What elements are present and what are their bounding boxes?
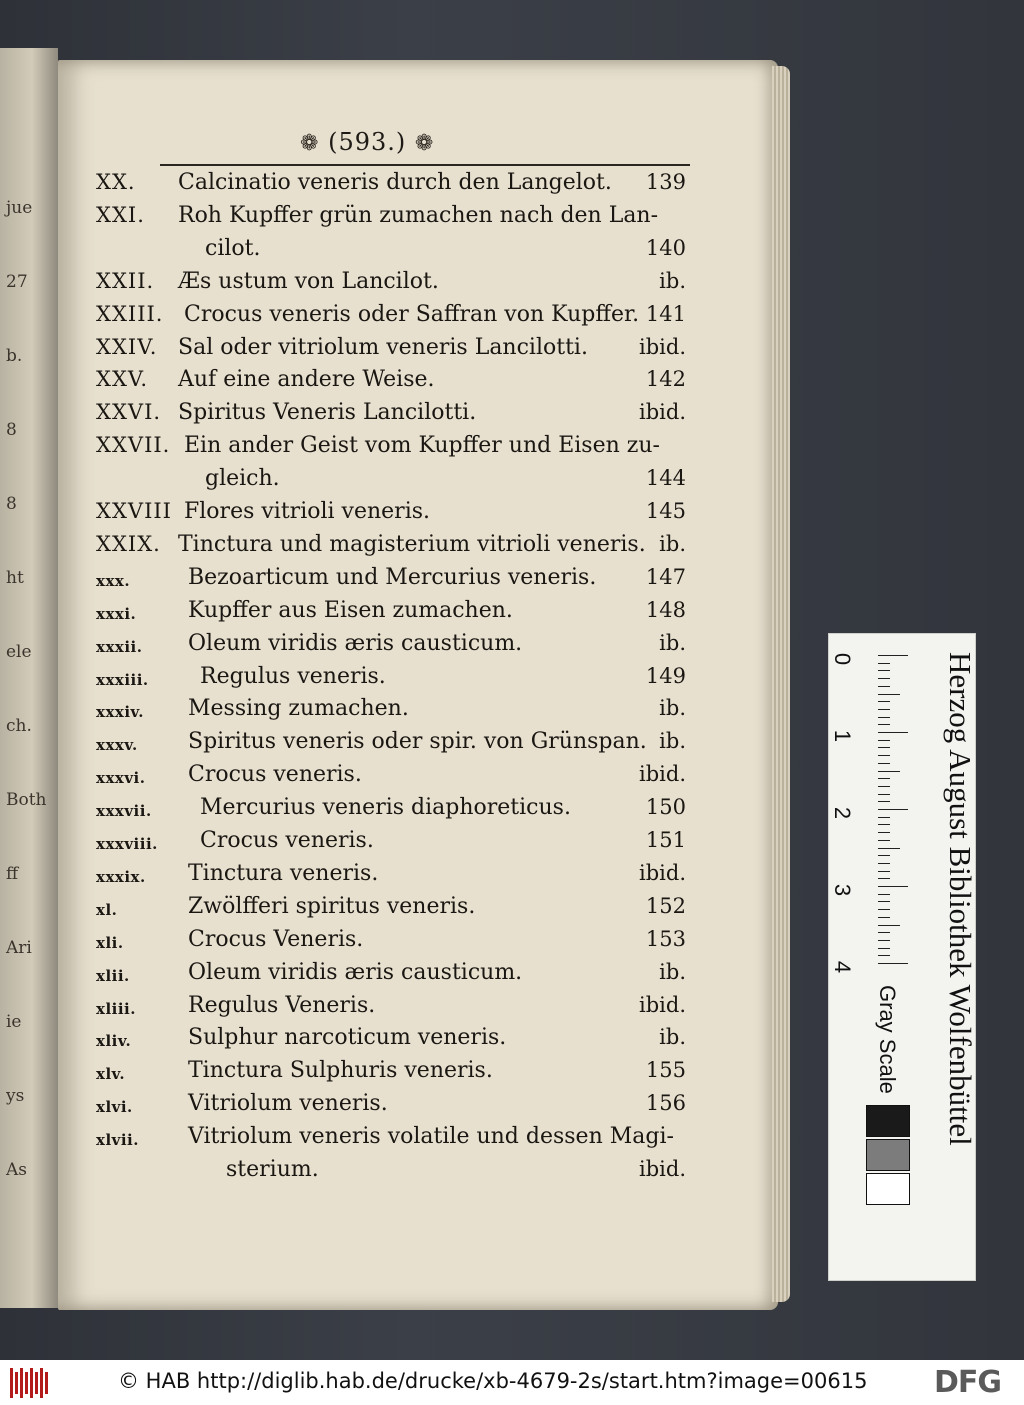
entry-title: Crocus Veneris.: [188, 927, 364, 952]
entry-page: ibid.: [639, 762, 686, 786]
entry-page: 145: [645, 499, 686, 523]
hab-logo-bar: [25, 1372, 28, 1394]
entry-page: 149: [645, 664, 686, 688]
ruler-tick: [878, 794, 890, 795]
copyright-link[interactable]: © HAB http://diglib.hab.de/drucke/xb-4679-2s/start.htm?image=00615: [118, 1369, 868, 1393]
entry-number: XXVIII: [96, 499, 172, 523]
entry-number: xliii.: [96, 1000, 136, 1018]
ruler-tick: [878, 686, 890, 687]
entry-page: 152: [645, 894, 686, 918]
entry-title: Roh Kupffer grün zumachen nach den Lan-: [178, 203, 659, 228]
ornament-icon: ❁: [414, 131, 435, 156]
ruler-tick: [878, 786, 890, 787]
entry-title: Æs ustum von Lancilot.: [178, 269, 439, 294]
entry-page: 150: [645, 795, 686, 819]
entry-number: XXVI.: [96, 400, 162, 424]
entry-page: 153: [645, 927, 686, 951]
margin-fragment: ie: [6, 1012, 22, 1032]
ruler-tick: [878, 940, 890, 941]
entry-title: Vitriolum veneris volatile und dessen Magi-: [188, 1124, 674, 1149]
entry-page: ibid.: [639, 993, 686, 1017]
entry-page: 142: [645, 367, 686, 391]
entry-number: xxxviii.: [96, 835, 158, 853]
ruler-number: 3: [830, 883, 856, 897]
entry-page: ib.: [659, 696, 686, 720]
ruler-number: 4: [830, 960, 856, 974]
entry-number: XX.: [96, 170, 136, 194]
entry-title: Oleum viridis æris causticum.: [188, 960, 523, 985]
entry-number: xli.: [96, 934, 124, 952]
entry-number: xxxvii.: [96, 802, 152, 820]
entry-page: 139: [645, 170, 686, 194]
ruler-number: 2: [830, 806, 856, 820]
toc-entry: [0, 400, 1024, 432]
entry-title: Oleum viridis æris causticum.: [188, 631, 523, 656]
entry-title: Regulus Veneris.: [188, 993, 376, 1018]
ruler-tick: [878, 855, 890, 856]
entry-number: xl.: [96, 901, 118, 919]
hab-logo-bar: [45, 1372, 48, 1394]
ruler-tick: [878, 894, 890, 895]
entry-title: Messing zumachen.: [188, 696, 409, 721]
entry-page: ib.: [659, 269, 686, 293]
entry-title: Auf eine andere Weise.: [178, 367, 435, 392]
margin-fragment: b.: [6, 346, 23, 366]
ruler-tick: [878, 763, 890, 764]
entry-number: XXIII.: [96, 302, 164, 326]
ruler-tick: [878, 724, 890, 725]
toc-entry: [0, 335, 1024, 367]
entry-title: Sal oder vitriolum veneris Lancilotti.: [178, 335, 588, 360]
entry-title: Vitriolum veneris.: [188, 1091, 388, 1116]
entry-page: 147: [645, 565, 686, 589]
margin-fragment: Both: [6, 790, 47, 810]
gray-swatch: [866, 1105, 910, 1137]
entry-title: gleich.: [205, 466, 280, 491]
ruler-tick: [878, 709, 890, 710]
entry-title: Regulus veneris.: [200, 664, 386, 689]
entry-number: xlii.: [96, 967, 130, 985]
ruler-ticks: [878, 655, 908, 973]
entry-title: Flores vitrioli veneris.: [184, 499, 431, 524]
ruler-tick: [878, 832, 890, 833]
toc-entry: [0, 236, 1024, 268]
entry-title: Calcinatio veneris durch den Langelot.: [178, 170, 612, 195]
ruler-number: 1: [830, 729, 856, 743]
entry-number: XXV.: [96, 367, 149, 391]
entry-number: xxxiii.: [96, 671, 149, 689]
entry-page: 156: [645, 1091, 686, 1115]
entry-title: sterium.: [226, 1157, 319, 1182]
entry-number: xlvi.: [96, 1098, 133, 1116]
ruler-tick: [878, 747, 890, 748]
ruler-tick: [878, 871, 890, 872]
hab-logo-bar: [10, 1368, 13, 1398]
entry-title: Crocus veneris.: [200, 828, 374, 853]
entry-page: ib.: [659, 631, 686, 655]
entry-number: xxxi.: [96, 605, 137, 623]
entry-number: XXIV.: [96, 335, 158, 359]
entry-title: Spiritus veneris oder spir. von Grünspan.: [188, 729, 647, 754]
ruler-tick: [878, 670, 890, 671]
ruler-tick: [878, 801, 890, 802]
ruler-tick: [878, 909, 890, 910]
page-number-header: (593.): [328, 128, 407, 156]
ruler-tick: [878, 925, 900, 926]
entry-title: Spiritus Veneris Lancilotti.: [178, 400, 477, 425]
entry-title: cilot.: [205, 236, 261, 261]
margin-fragment: ch.: [6, 716, 32, 736]
hab-logo-bar: [35, 1372, 38, 1394]
entry-number: xlv.: [96, 1065, 126, 1083]
entry-page: ibid.: [639, 335, 686, 359]
entry-page: ibid.: [639, 400, 686, 424]
ruler-tick: [878, 955, 890, 956]
entry-number: xliv.: [96, 1032, 132, 1050]
entry-title: Zwölfferi spiritus veneris.: [188, 894, 476, 919]
ruler-number: 0: [830, 652, 856, 666]
ruler-tick: [878, 701, 890, 702]
gray-swatch: [866, 1173, 910, 1205]
entry-title: Ein ander Geist vom Kupffer und Eisen zu-: [184, 433, 660, 458]
toc-entry: [0, 170, 1024, 202]
entry-page: 141: [645, 302, 686, 326]
entry-title: Mercurius veneris diaphoreticus.: [200, 795, 571, 820]
ruler-tick: [878, 771, 900, 772]
ruler-tick: [878, 732, 908, 733]
margin-fragment: 8: [6, 494, 17, 514]
ruler-tick: [878, 917, 890, 918]
hab-logo-bar: [40, 1368, 43, 1398]
entry-page: ib.: [659, 729, 686, 753]
margin-fragment: As: [6, 1160, 28, 1180]
ruler-tick: [878, 717, 890, 718]
entry-page: ib.: [659, 1025, 686, 1049]
toc-entry: [0, 598, 1024, 630]
margin-fragment: ele: [6, 642, 32, 662]
dfg-logo: DFG: [934, 1365, 1002, 1400]
toc-entry: [0, 565, 1024, 597]
margin-fragment: 27: [6, 272, 28, 292]
ruler-tick: [878, 678, 890, 679]
toc-entry: [0, 532, 1024, 564]
margin-fragment: Ari: [6, 938, 32, 958]
ruler-numbers: [830, 646, 860, 976]
entry-page: ibid.: [639, 861, 686, 885]
entry-title: Sulphur narcoticum veneris.: [188, 1025, 507, 1050]
entry-number: xxxvi.: [96, 769, 146, 787]
entry-page: 140: [645, 236, 686, 260]
toc-entry: [0, 367, 1024, 399]
institution-label: Herzog August Bibliothek Wolfenbüttel: [943, 652, 978, 1146]
entry-number: XXVII.: [96, 433, 171, 457]
hab-logo-bar: [20, 1368, 23, 1398]
toc-entry: [0, 203, 1024, 235]
entry-title: Crocus veneris oder Saffran von Kupffer.: [184, 302, 640, 327]
toc-entry: [0, 466, 1024, 498]
hab-logo-icon: [10, 1368, 50, 1398]
entry-page: ib.: [659, 532, 686, 556]
ruler-tick: [878, 863, 890, 864]
toc-entry: [0, 302, 1024, 334]
margin-fragment: ys: [6, 1086, 25, 1106]
toc-entry: [0, 269, 1024, 301]
entry-page: 144: [645, 466, 686, 490]
ruler-tick: [878, 878, 890, 879]
entry-page: 151: [645, 828, 686, 852]
entry-number: xxxix.: [96, 868, 146, 886]
entry-page: ibid.: [639, 1157, 686, 1181]
entry-title: Tinctura veneris.: [188, 861, 379, 886]
ruler-tick: [878, 840, 890, 841]
ruler-tick: [878, 963, 908, 964]
entry-number: XXIX.: [96, 532, 161, 556]
entry-number: XXII.: [96, 269, 155, 293]
toc-entry: [0, 433, 1024, 465]
entry-page: ib.: [659, 960, 686, 984]
ruler-tick: [878, 694, 900, 695]
ornament-icon: ❁: [300, 131, 320, 156]
entry-title: Tinctura und magisterium vitrioli veneris.: [178, 532, 646, 557]
ruler-tick: [878, 948, 890, 949]
entry-number: xlvii.: [96, 1131, 139, 1149]
entry-number: xxxii.: [96, 638, 143, 656]
ruler-tick: [878, 778, 890, 779]
ruler-tick: [878, 655, 908, 656]
entry-page: 155: [645, 1058, 686, 1082]
hab-logo-bar: [30, 1368, 33, 1398]
footer-bar: [0, 1360, 1024, 1405]
margin-fragment: jue: [6, 198, 33, 218]
entry-number: xxx.: [96, 572, 131, 590]
ruler-tick: [878, 901, 890, 902]
margin-fragment: 8: [6, 420, 17, 440]
ruler-tick: [878, 824, 890, 825]
entry-title: Tinctura Sulphuris veneris.: [188, 1058, 493, 1083]
entry-title: Kupffer aus Eisen zumachen.: [188, 598, 513, 623]
margin-fragment: ht: [6, 568, 24, 588]
margin-fragment: ff: [6, 864, 19, 884]
gray-scale-label: Gray Scale: [875, 985, 900, 1094]
ruler-tick: [878, 932, 890, 933]
entry-page: 148: [645, 598, 686, 622]
entry-number: xxxiv.: [96, 703, 144, 721]
ruler-tick: [878, 848, 900, 849]
entry-title: Crocus veneris.: [188, 762, 362, 787]
ruler-tick: [878, 663, 890, 664]
hab-logo-bar: [15, 1372, 18, 1394]
ruler-tick: [878, 809, 908, 810]
toc-entry: [0, 499, 1024, 531]
ruler-tick: [878, 817, 890, 818]
ruler-tick: [878, 740, 890, 741]
entry-number: xxxv.: [96, 736, 138, 754]
ruler-tick: [878, 755, 890, 756]
gray-swatch: [866, 1139, 910, 1171]
ruler-tick: [878, 886, 908, 887]
entry-title: Bezoarticum und Mercurius veneris.: [188, 565, 597, 590]
entry-number: XXI.: [96, 203, 145, 227]
